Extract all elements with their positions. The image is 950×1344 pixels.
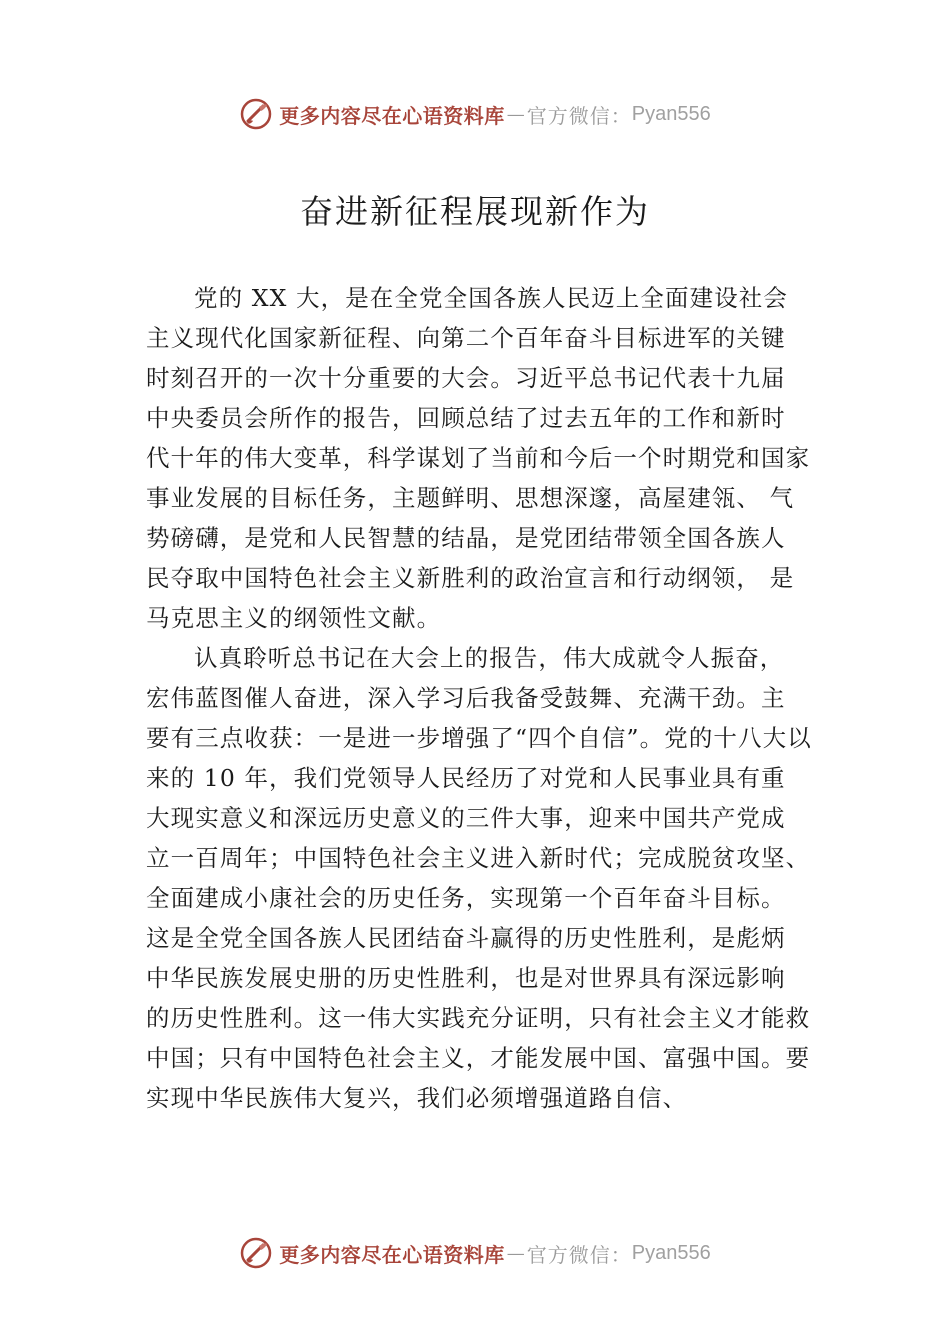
body-line: 时刻召开的一次十分重要的大会。习近平总书记代表十九届 (146, 364, 786, 392)
body-line: 中国；只有中国特色社会主义，才能发展中国、富强中国。要 (146, 1044, 811, 1072)
body-line: 势磅礴，是党和人民智慧的结晶，是党团结带领全国各族人 (146, 524, 786, 552)
body-line: 民夺取中国特色社会主义新胜利的政治宣言和行动纲领， 是 (146, 564, 795, 592)
header-dash: — (506, 103, 525, 125)
body-line: 大现实意义和深远历史意义的三件大事，迎来中国共产党成 (146, 804, 786, 832)
body-line: 宏伟蓝图催人奋进，深入学习后我备受鼓舞、充满干劲。主 (146, 684, 786, 712)
footer-brand-text: 更多内容尽在心语资料库 (279, 1242, 505, 1267)
footer-wechat-id: Pyan556 (631, 1241, 711, 1264)
body-line: 党的 XX 大，是在全党全国各族人民迈上全面建设社会 (194, 284, 788, 312)
header-brand-text: 更多内容尽在心语资料库 (279, 103, 505, 128)
document-body (146, 278, 826, 1118)
body-line: 主义现代化国家新征程、向第二个百年奋斗目标进军的关键 (146, 324, 786, 352)
body-line: 实现中华民族伟大复兴，我们必须增强道路自信、 (146, 1084, 688, 1112)
brush-logo-icon (239, 1236, 273, 1270)
footer-wechat-label: 官方微信： (526, 1242, 632, 1267)
body-line: 这是全党全国各族人民团结奋斗赢得的历史性胜利，是彪炳 (146, 924, 786, 952)
document-title: 奋进新征程展现新作为 (300, 192, 650, 231)
body-line: 立一百周年；中国特色社会主义进入新时代；完成脱贫攻坚、 (146, 844, 811, 872)
body-line: 代十年的伟大变革，科学谋划了当前和今后一个时期党和国家 (146, 444, 811, 472)
body-line: 来的 10 年，我们党领导人民经历了对党和人民事业具有重 (146, 764, 786, 792)
footer-dash: — (506, 1242, 525, 1264)
body-line: 全面建成小康社会的历史任务，实现第一个百年奋斗目标。 (146, 884, 786, 912)
body-line: 事业发展的目标任务，主题鲜明、思想深邃，高屋建瓴、 气 (146, 484, 795, 512)
footer-banner (0, 1233, 950, 1273)
brush-logo-icon (239, 97, 273, 131)
header-banner (0, 94, 950, 134)
body-line: 中华民族发展史册的历史性胜利，也是对世界具有深远影响 (146, 964, 786, 992)
header-wechat-id: Pyan556 (631, 102, 711, 125)
body-line: 要有三点收获：一是进一步增强了“四个自信”。党的十八大以 (146, 724, 812, 752)
body-line: 马克思主义的纲领性文献。 (146, 604, 442, 632)
body-line: 的历史性胜利。这一伟大实践充分证明，只有社会主义才能救 (146, 1004, 811, 1032)
body-line: 认真聆听总书记在大会上的报告，伟大成就令人振奋， (194, 644, 785, 672)
header-wechat-label: 官方微信： (526, 103, 632, 128)
body-line: 中央委员会所作的报告，回顾总结了过去五年的工作和新时 (146, 404, 786, 432)
